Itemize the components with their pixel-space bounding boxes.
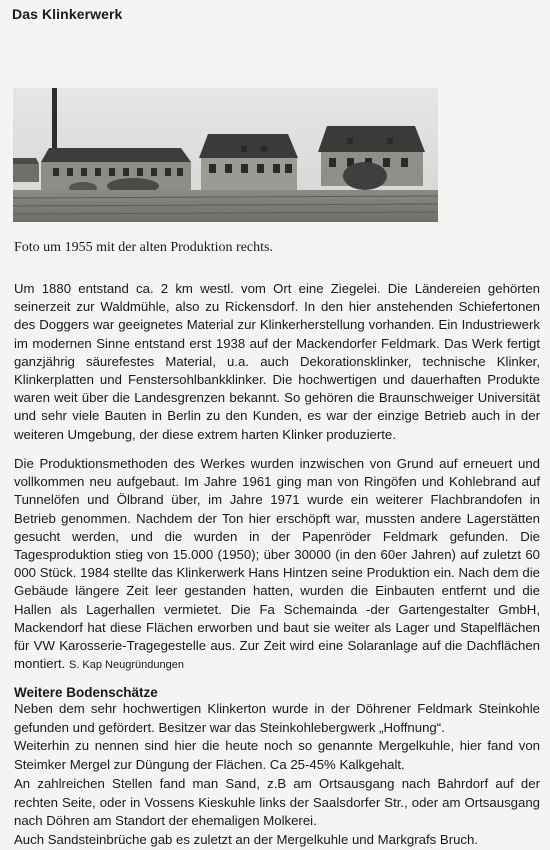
paragraph-production-text: Die Produktionsmethoden des Werkes wurden inzwischen von Grund auf erneuert und vollkommen neu aufgebaut. Im Jahre 1961 ging man von Ringöfen und Kohlebrand auf Tunnelöfen und Ölbrand über, im Jahre 1971 wurde ein weiterer Flachbrandofen in Betrieb genommen. Nachdem der Ton hier erschöpft war, mussten andere Lagerstätten gesucht werden, und die wurden in der Papenröder Feldmark gefunden. Die Tagesproduktion stieg von 15.000 (1950); über 30000 (in den 60er Jahren) auf zuletzt 60 000 Stück. 1984 stellte das Klinkerwerk Hans Hintzen seine Produktion ein. Nach dem die Gebäude längere Zeit leer gestanden hatten, wurden die Einbauten entfernt und die Hallen als Lagerhallen vermietet. Die Fa Schemainda -der Gartengestalter GmbH, Mackendorf hat diese Flächen erworben und baut sie weiter als Lager und Stapelflächen für VW Karosserie-Tragegestelle aus. Zur Zeit wird eine Solaranlage auf die Dachflächen montiert. — [14, 456, 540, 672]
paragraph-production — [14, 455, 540, 674]
factory-photo — [13, 88, 438, 222]
chapter-reference: S. Kap Neugründungen — [68, 659, 184, 672]
paragraph-history: Um 1880 entstand ca. 2 km westl. vom Ort eine Ziegelei. Die Ländereien gehörten seinerzeit zur Waldmühle, also zu Rickensdorf. In den hier anstehenden Schiefertonen des Doggers war geeignetes Material zur Klinkerherstellung vorhanden. Ein Industriewerk im modernen Sinne entstand erst 1938 auf der Mackendorfer Feldmark. Das Werk fertigt ganzjährig säurefestes Material, u.a. auch Dekorationsklinker, technische Klinker, Klinkerplatten und Fenstersohlbankklinker. Die hochwertigen und dauerhaften Produkte waren weit über die Landesgrenzen bekannt. So gehören die Braunschweiger Universität und sehr viele Bauten in Berlin zu den Kunden, es war der einzige Betrieb auch in der weiteren Umgebung, der diese extrem harten Klinker produzierte. — [14, 281, 540, 442]
resources-line: Auch Sandsteinbrüche gab es zuletzt an der Mergelkuhle und Markgrafs Bruch. — [14, 831, 479, 847]
resources-line: An zahlreichen Stellen fand man Sand, z.B am Ortsausgang nach Bahrdorf auf der rechten Seite, oder in Vossens Kieskuhle links der Saalsdorfer Str., oder am Ortsausgang nach Döhren am Standort der ehemaligen Molkerei. — [14, 775, 540, 829]
page-heading: Das Klinkerwerk — [12, 6, 123, 22]
photo-caption: Foto um 1955 mit der alten Produktion rechts. — [14, 240, 273, 255]
paragraph-resources — [14, 700, 540, 850]
resources-line: Neben dem sehr hochwertigen Klinkerton wurde in der Döhrener Feldmark Steinkohle gefunden und gefördert. Besitzer war das Steinkohlebergwerk „Hoffnung“. — [14, 701, 540, 735]
resources-line: Weiterhin zu nennen sind hier die heute noch so genannte Mergelkuhle, hier fand von Steimker Mergel zur Düngung der Flächen. Ca 25-45% Kalkgehalt. — [14, 738, 540, 773]
section-heading-resources: Weitere Bodenschätze — [14, 685, 158, 700]
